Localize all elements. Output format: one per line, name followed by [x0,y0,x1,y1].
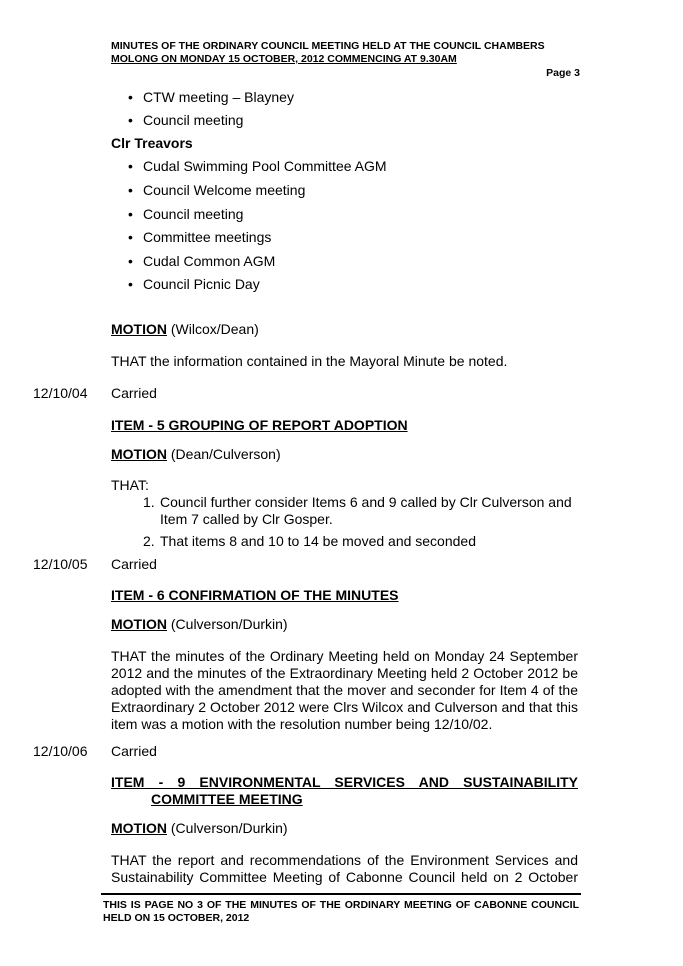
numbered-item: 2. That items 8 and 10 to 14 be moved and seconded [143,533,476,549]
motion-item-5: MOTION (Dean/Culverson) [111,446,281,462]
header-line-1: MINUTES OF THE ORDINARY COUNCIL MEETING HELD AT THE COUNCIL CHAMBERS [111,40,545,52]
motion-item-9: MOTION (Culverson/Durkin) [111,820,288,836]
list-item: • Cudal Swimming Pool Committee AGM [128,158,387,175]
resolution-number: 12/10/04 [33,385,88,401]
clr-treavors-heading: Clr Treavors [111,135,193,151]
item-5-title: ITEM - 5 GROUPING OF REPORT ADOPTION [111,417,408,433]
item-9-title: ITEM - 9 ENVIRONMENTAL SERVICES AND SUSTAINABILITY [111,774,578,790]
list-item: • CTW meeting – Blayney [128,89,294,106]
resolution-number: 12/10/05 [33,556,88,572]
list-item: • Committee meetings [128,229,271,246]
item-9-title-continuation: COMMITTEE MEETING [151,791,303,807]
list-item: • Council Picnic Day [128,276,260,293]
page-number: Page 3 [546,67,580,79]
that-label: THAT: [111,477,149,493]
resolution-status: Carried [111,385,157,401]
motion-1: MOTION (Wilcox/Dean) [111,321,259,337]
numbered-item: 1. Council further consider Items 6 and 9 called by Clr Culverson and [143,494,572,510]
list-item: • Council Welcome meeting [128,182,305,199]
page-footer: THIS IS PAGE NO 3 OF THE MINUTES OF THE ORDINARY MEETING OF CABONNE COUNCIL HELD ON 15 OCTOBER, 2012 [103,899,579,924]
item-9-text: THAT the report and recommendations of the Environment Services and Sustainability Committee Meeting of Cabonne Council held on 2 October [111,852,578,885]
list-item: • Council meeting [128,112,243,129]
list-item: • Cudal Common AGM [128,253,275,270]
resolution-status: Carried [111,556,157,572]
page-header [111,40,579,66]
item-6-text: THAT the minutes of the Ordinary Meeting held on Monday 24 September 2012 and the minutes of the Extraordinary Meeting held 2 October 2012 be adopted with the amendment that the mover and seconder for Item 4 of the Extraordinary 2 October 2012 were Clrs Wilcox and Culverson and that this item was a motion with the resolution number being 12/10/02. [111,648,578,732]
header-line-2: MOLONG ON MONDAY 15 OCTOBER, 2012 COMMENCING AT 9.30AM [111,53,457,65]
footer-divider [101,893,581,895]
item-6-title: ITEM - 6 CONFIRMATION OF THE MINUTES [111,587,399,603]
numbered-item-continuation: Item 7 called by Clr Gosper. [160,511,333,527]
motion-item-6: MOTION (Culverson/Durkin) [111,616,288,632]
motion-1-text: THAT the information contained in the Mayoral Minute be noted. [111,353,508,369]
list-item: • Council meeting [128,206,243,223]
resolution-number: 12/10/06 [33,743,88,759]
resolution-status: Carried [111,743,157,759]
